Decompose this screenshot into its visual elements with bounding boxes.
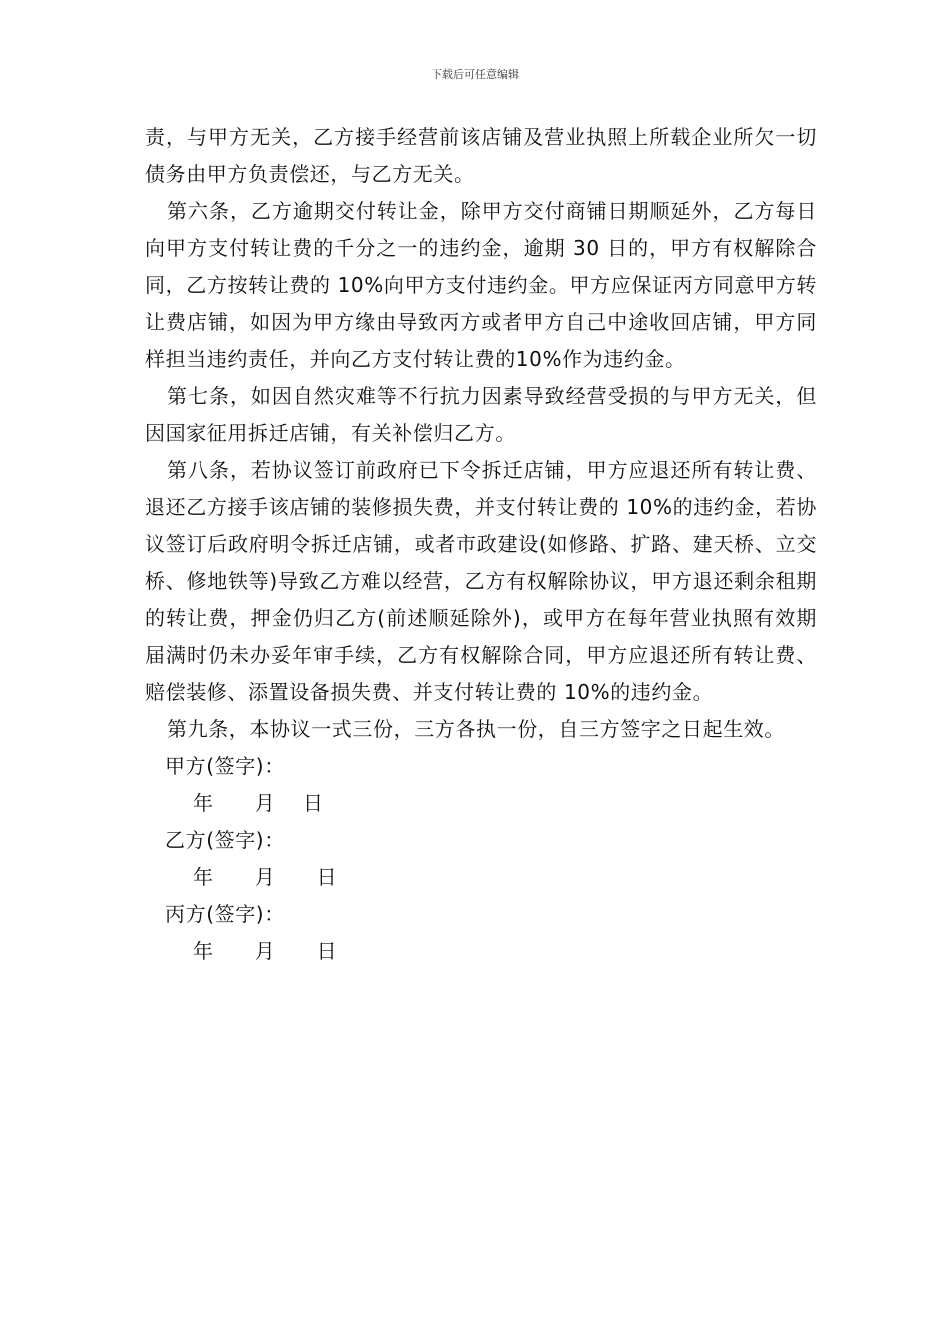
paragraph-continued: 责，与甲方无关，乙方接手经营前该店铺及营业执照上所载企业所欠一切债务由甲方负责偿还，与乙方无关。 bbox=[145, 125, 817, 186]
party-b-date: 年 月 日 bbox=[193, 865, 338, 889]
paragraph-article-7: 第七条，如因自然灾难等不行抗力因素导致经营受损的与甲方无关，但因国家征用拆迁店铺，有关补偿归乙方。 bbox=[145, 384, 817, 445]
party-b-signature-label: 乙方(签字)： bbox=[165, 828, 285, 852]
paragraph-article-8: 第八条，若协议签订前政府已下令拆迁店铺，甲方应退还所有转让费、退还乙方接手该店铺的装修损失费，并支付转让费的 10%的违约金，若协议签订后政府明令拆迁店铺，或者市政建设(如修路、扩路、建天桥、立交桥、修地铁等)导致乙方难以经营，乙方有权解除协议，甲方退还剩余租期的转让费，押金仍归乙方(前述顺延除外)，或甲方在每年营业执照有效期届满时仍未办妥年审手续，乙方有权解除合同，甲方应退还所有转让费、赔偿装修、添置设备损失费、并支付转让费的 10%的违约金。 bbox=[145, 458, 817, 704]
page-header-note: 下载后可任意编辑 bbox=[431, 68, 519, 81]
party-a-signature-label: 甲方(签字)： bbox=[165, 754, 285, 778]
party-c-date: 年 月 日 bbox=[193, 939, 338, 963]
paragraph-article-6: 第六条，乙方逾期交付转让金，除甲方交付商铺日期顺延外，乙方每日向甲方支付转让费的千分之一的违约金，逾期 30 日的，甲方有权解除合同，乙方按转让费的 10%向甲方支付违约金。甲方应保证丙方同意甲方转让费店铺，如因为甲方缘由导致丙方或者甲方自己中途收回店铺，甲方同样担当违约责任，并向乙方支付转让费的10%作为违约金。 bbox=[145, 199, 817, 371]
party-a-date: 年 月 日 bbox=[193, 791, 324, 815]
paragraph-article-9: 第九条，本协议一式三份，三方各执一份，自三方签字之日起生效。 bbox=[167, 717, 785, 741]
signature-block bbox=[145, 748, 817, 970]
party-c-signature-label: 丙方(签字)： bbox=[165, 902, 285, 926]
contract-body bbox=[145, 119, 817, 970]
